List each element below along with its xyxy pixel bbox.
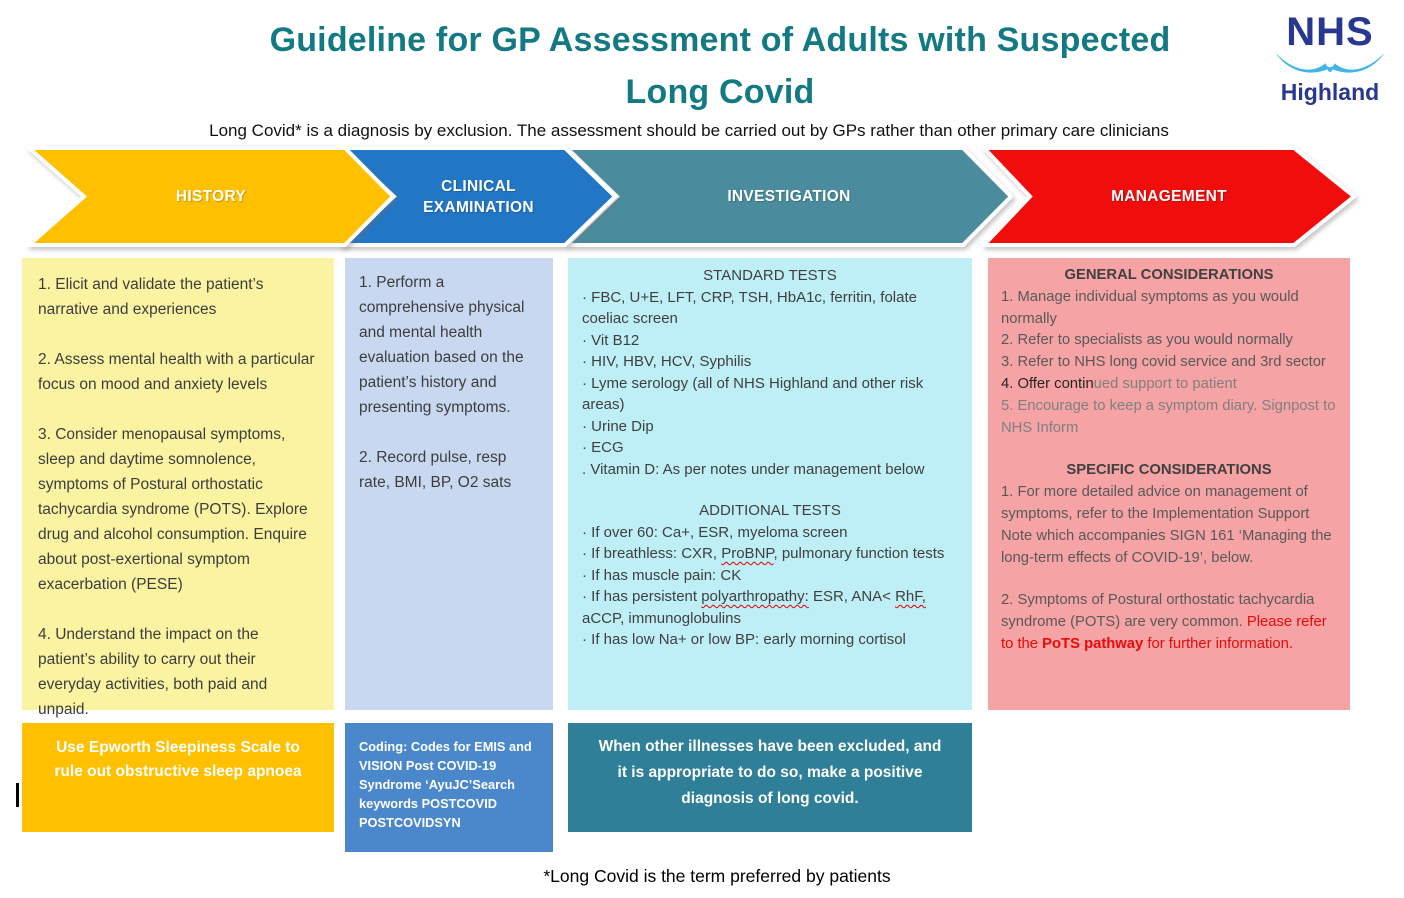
nhs-logo-text: NHS bbox=[1286, 10, 1374, 54]
additional-test-text: aCCP, immunoglobulins bbox=[582, 609, 741, 627]
management-item: 1. For more detailed advice on management of symptoms, refer to the Implementation Support Note which accompanies SIGN 161 ‘Managing the long-term effects of COVID-19’, below. bbox=[1001, 484, 1332, 566]
management-item bbox=[1001, 374, 1337, 396]
pots-referral-text: for further information. bbox=[1143, 635, 1293, 652]
page-title bbox=[36, 10, 1404, 118]
nhs-highland-logo bbox=[1264, 12, 1396, 104]
stage-label-management: MANAGEMENT bbox=[1111, 188, 1227, 205]
stage-arrow-history bbox=[27, 146, 395, 247]
history-item: 4. Understand the impact on the patient’s ability to carry out their everyday activities, both paid and unpaid. bbox=[38, 626, 268, 718]
management-item-text: 4. Offer contin bbox=[1001, 375, 1094, 392]
standard-test-item: · ECG bbox=[582, 439, 624, 456]
management-item-text: 2. Symptoms of Postural orthostatic tachycardia syndrome (POTS) are very common. bbox=[1001, 592, 1315, 631]
spellcheck-underlined-term: RhF, bbox=[895, 588, 926, 605]
standard-test-item: . Vitamin D: As per notes under management below bbox=[582, 460, 925, 478]
management-item: 1. Manage individual symptoms as you would normally bbox=[1001, 288, 1299, 327]
clinical-item: 1. Perform a comprehensive physical and mental health evaluation based on the patient’s history and presenting symptoms. bbox=[359, 274, 525, 416]
clinical-examination-box bbox=[345, 258, 553, 710]
management-item bbox=[1001, 590, 1337, 655]
history-item: 1. Elicit and validate the patient’s narrative and experiences bbox=[38, 276, 264, 318]
history-item: 2. Assess mental health with a particular focus on mood and anxiety levels bbox=[38, 351, 315, 393]
standard-test-item: · Vit B12 bbox=[582, 331, 640, 349]
general-considerations-heading: GENERAL CONSIDERATIONS bbox=[1064, 267, 1274, 283]
stage-label-history: HISTORY bbox=[175, 188, 247, 205]
nhs-region-text: Highland bbox=[1280, 79, 1380, 105]
additional-test-text: ESR, ANA< bbox=[808, 588, 896, 605]
page-title-line-1: Guideline for GP Assessment of Adults with Suspected bbox=[269, 21, 1171, 59]
history-box bbox=[22, 258, 334, 718]
stage-label-clinical-examination: CLINICAL EXAMINATION bbox=[423, 177, 534, 216]
coding-callout: Coding: Codes for EMIS and VISION Post COVID-19 Syndrome ‘AyuJC’Search keywords POSTCOVID POSTCOVIDSYN bbox=[345, 723, 553, 852]
standard-test-item: · FBC, U+E, LFT, CRP, TSH, HbA1c, ferritin, folate coeliac screen bbox=[582, 288, 917, 327]
additional-test-item bbox=[582, 543, 958, 565]
additional-test-item: · If has low Na+ or low BP: early morning cortisol bbox=[582, 631, 906, 648]
clinical-item: 2. Record pulse, resp rate, BMI, BP, O2 sats bbox=[359, 449, 512, 491]
stage-label-investigation: INVESTIGATION bbox=[727, 188, 851, 205]
additional-test-text: · If has persistent bbox=[582, 588, 702, 605]
specific-considerations-heading: SPECIFIC CONSIDERATIONS bbox=[1066, 462, 1272, 479]
footnote: *Long Covid is the term preferred by patients bbox=[543, 866, 891, 886]
epworth-callout: Use Epworth Sleepiness Scale to rule out obstructive sleep apnoea bbox=[22, 723, 334, 832]
page-title-line-2: Long Covid bbox=[625, 73, 815, 111]
management-item: 2. Refer to specialists as you would normally bbox=[1001, 332, 1293, 349]
investigation-box bbox=[568, 258, 972, 710]
nhs-swoosh-icon bbox=[1269, 50, 1391, 80]
history-item: 3. Consider menopausal symptoms, sleep and daytime somnolence, symptoms of Postural orthostatic tachycardia syndrome (POTS). Explore drug and alcohol consumption. Enquire about post-exertional symptom exacerbation (PESE) bbox=[38, 426, 308, 593]
subtitle: Long Covid* is a diagnosis by exclusion. The assessment should be carried out by GPs rather than other primary care clinicians bbox=[209, 121, 1169, 140]
stage-arrow-management bbox=[982, 146, 1356, 247]
management-item-text: ued support to patient bbox=[1093, 375, 1237, 392]
spellcheck-underlined-term: ProBNP bbox=[721, 545, 774, 562]
pots-referral-text: Please refer to the bbox=[1001, 614, 1327, 652]
additional-test-item: · If has muscle pain: CK bbox=[582, 566, 742, 584]
standard-tests-heading: STANDARD TESTS bbox=[703, 267, 837, 284]
stage-arrow-investigation bbox=[565, 146, 1013, 247]
spellcheck-underlined-term: polyarthropathy: bbox=[701, 588, 809, 605]
text-cursor-artifact bbox=[16, 783, 19, 807]
additional-test-text: · If breathless: CXR, bbox=[582, 545, 722, 562]
management-box bbox=[988, 258, 1350, 710]
standard-test-item: · Urine Dip bbox=[582, 417, 654, 435]
additional-test-text: , pulmonary function tests bbox=[773, 545, 945, 562]
diagnosis-callout: When other illnesses have been excluded, and it is appropriate to do so, make a positive diagnosis of long covid. bbox=[568, 723, 972, 832]
management-item: 3. Refer to NHS long covid service and 3rd sector bbox=[1001, 354, 1326, 371]
management-item: 5. Encourage to keep a symptom diary. Signpost to NHS Inform bbox=[1001, 397, 1336, 436]
standard-test-item: · Lyme serology (all of NHS Highland and other risk areas) bbox=[582, 374, 924, 413]
additional-test-item: · If over 60: Ca+, ESR, myeloma screen bbox=[582, 523, 848, 541]
additional-test-item bbox=[582, 586, 958, 629]
pots-pathway-emphasis: PoTS pathway bbox=[1042, 635, 1144, 652]
additional-tests-heading: ADDITIONAL TESTS bbox=[699, 502, 841, 519]
standard-test-item: · HIV, HBV, HCV, Syphilis bbox=[582, 353, 752, 370]
